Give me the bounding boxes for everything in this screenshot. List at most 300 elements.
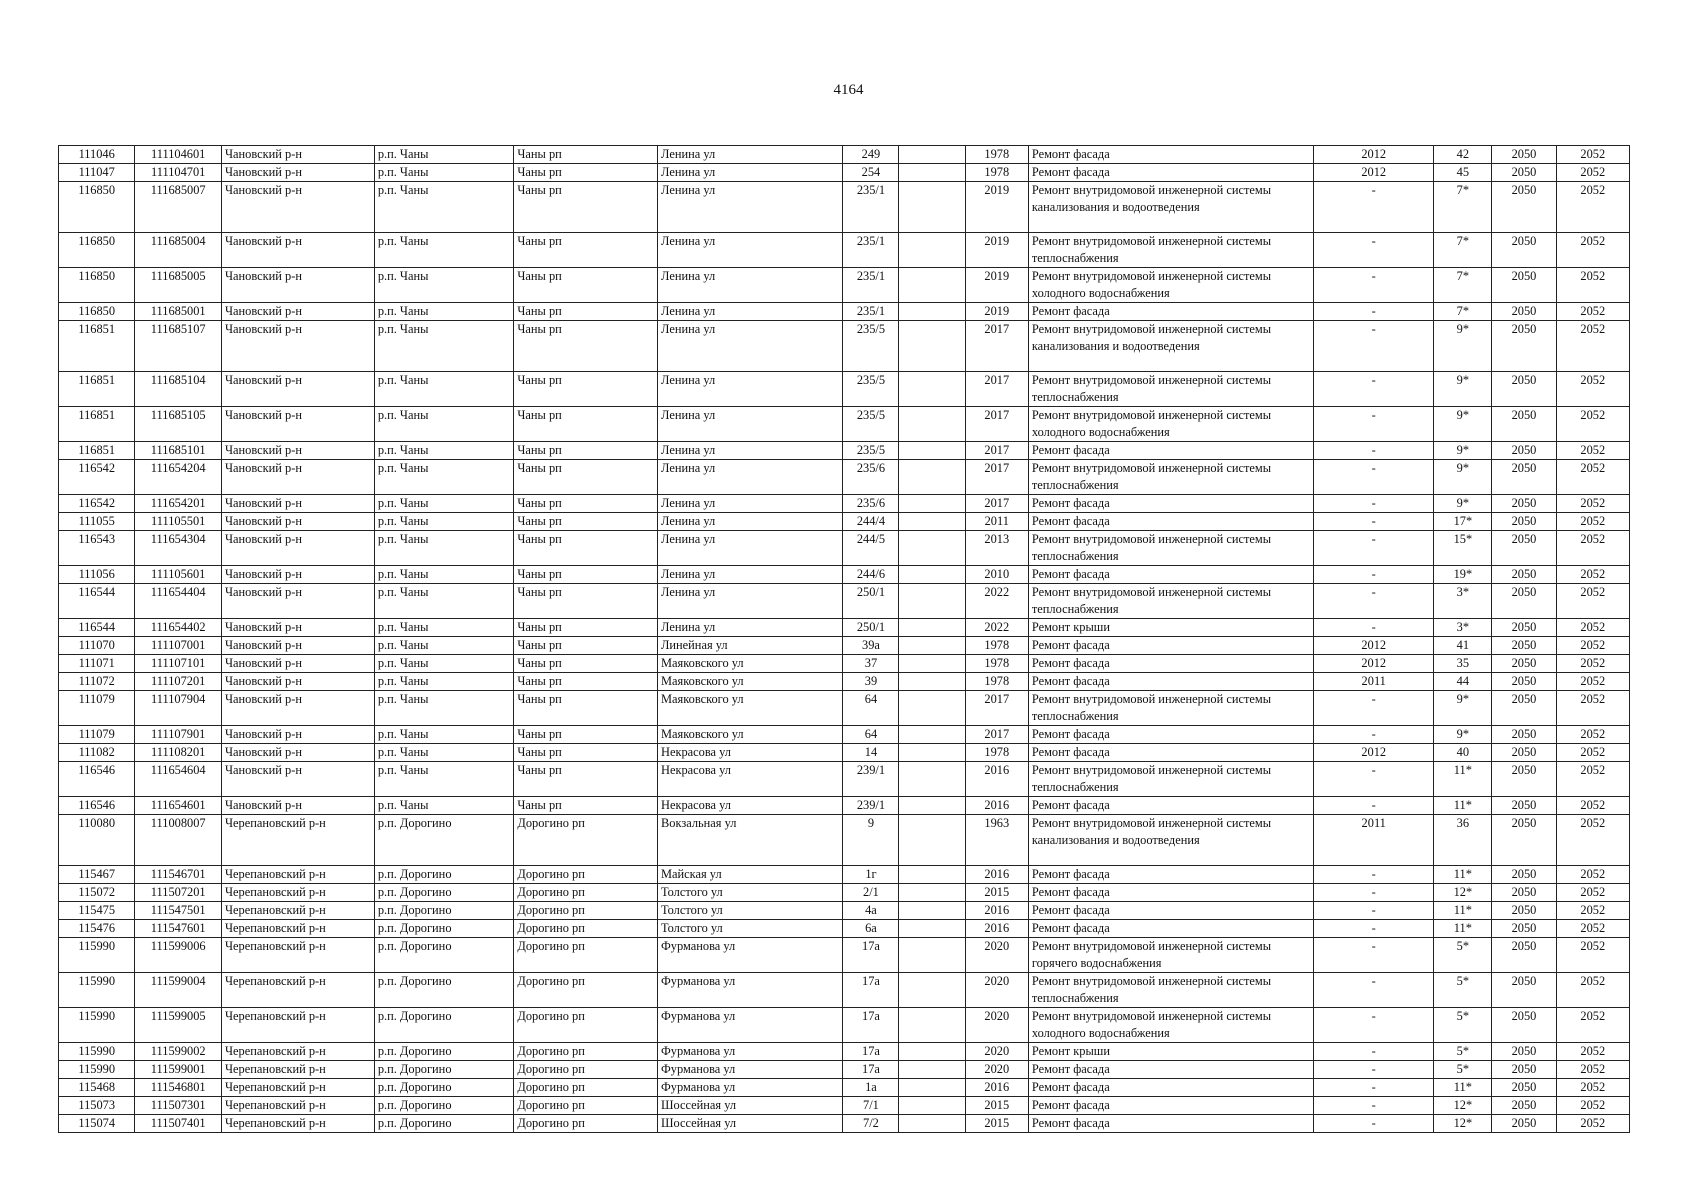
wear-cell: 5* [1434, 938, 1492, 973]
house-number-cell: 244/6 [843, 566, 899, 584]
build-year-cell: 1978 [965, 164, 1028, 182]
plan-end-year-cell: 2052 [1556, 973, 1629, 1008]
work-code-cell: 111599004 [135, 973, 222, 1008]
build-year-cell: 2017 [965, 407, 1028, 442]
plan-end-year-cell: 2052 [1556, 797, 1629, 815]
street-cell: Фурманова ул [658, 938, 843, 973]
record-id-cell: 116850 [59, 182, 135, 233]
street-cell: Некрасова ул [658, 762, 843, 797]
house-number-cell: 235/5 [843, 442, 899, 460]
street-cell: Фурманова ул [658, 1043, 843, 1061]
work-type-cell: Ремонт фасада [1028, 495, 1313, 513]
wear-cell: 9* [1434, 321, 1492, 372]
last-repair-year-cell: - [1314, 1061, 1434, 1079]
last-repair-year-cell: 2012 [1314, 146, 1434, 164]
building-cell [899, 566, 965, 584]
district-cell: Чановский р-н [222, 744, 375, 762]
district-cell: Чановский р-н [222, 146, 375, 164]
building-cell [899, 584, 965, 619]
district-cell: Чановский р-н [222, 372, 375, 407]
building-cell [899, 1115, 965, 1133]
locality-cell: Чаны рп [514, 303, 658, 321]
district-cell: Чановский р-н [222, 762, 375, 797]
locality-cell: Дорогино рп [514, 1079, 658, 1097]
house-number-cell: 235/5 [843, 372, 899, 407]
table-row [59, 637, 1630, 655]
plan-end-year-cell: 2052 [1556, 372, 1629, 407]
plan-start-year-cell: 2050 [1492, 1061, 1556, 1079]
plan-end-year-cell: 2052 [1556, 495, 1629, 513]
plan-end-year-cell: 2052 [1556, 762, 1629, 797]
wear-cell: 9* [1434, 442, 1492, 460]
locality-cell: Дорогино рп [514, 973, 658, 1008]
settlement-cell: р.п. Чаны [374, 442, 514, 460]
plan-start-year-cell: 2050 [1492, 744, 1556, 762]
plan-start-year-cell: 2050 [1492, 973, 1556, 1008]
build-year-cell: 2015 [965, 884, 1028, 902]
wear-cell: 3* [1434, 619, 1492, 637]
building-cell [899, 1043, 965, 1061]
table-row [59, 744, 1630, 762]
last-repair-year-cell: - [1314, 1097, 1434, 1115]
building-cell [899, 460, 965, 495]
locality-cell: Дорогино рп [514, 866, 658, 884]
locality-cell: Чаны рп [514, 637, 658, 655]
plan-end-year-cell: 2052 [1556, 691, 1629, 726]
settlement-cell: р.п. Чаны [374, 372, 514, 407]
locality-cell: Чаны рп [514, 407, 658, 442]
district-cell: Черепановский р-н [222, 973, 375, 1008]
work-type-cell: Ремонт внутридомовой инженерной системы теплоснабжения [1028, 372, 1313, 407]
last-repair-year-cell: - [1314, 1008, 1434, 1043]
house-number-cell: 9 [843, 815, 899, 866]
settlement-cell: р.п. Дорогино [374, 1043, 514, 1061]
district-cell: Чановский р-н [222, 460, 375, 495]
work-type-cell: Ремонт фасада [1028, 726, 1313, 744]
locality-cell: Чаны рп [514, 744, 658, 762]
work-type-cell: Ремонт фасада [1028, 566, 1313, 584]
plan-end-year-cell: 2052 [1556, 321, 1629, 372]
building-cell [899, 513, 965, 531]
district-cell: Чановский р-н [222, 619, 375, 637]
table-body [59, 146, 1630, 1133]
locality-cell: Чаны рп [514, 460, 658, 495]
house-number-cell: 17а [843, 973, 899, 1008]
work-code-cell: 111654304 [135, 531, 222, 566]
last-repair-year-cell: 2012 [1314, 744, 1434, 762]
work-code-cell: 111107101 [135, 655, 222, 673]
district-cell: Чановский р-н [222, 233, 375, 268]
plan-start-year-cell: 2050 [1492, 619, 1556, 637]
work-type-cell: Ремонт фасада [1028, 1079, 1313, 1097]
street-cell: Линейная ул [658, 637, 843, 655]
build-year-cell: 2017 [965, 372, 1028, 407]
work-type-cell: Ремонт внутридомовой инженерной системы теплоснабжения [1028, 233, 1313, 268]
capital-repair-table [58, 145, 1630, 1133]
last-repair-year-cell: - [1314, 866, 1434, 884]
last-repair-year-cell: - [1314, 584, 1434, 619]
work-code-cell: 111107901 [135, 726, 222, 744]
street-cell: Ленина ул [658, 268, 843, 303]
table-row [59, 321, 1630, 372]
wear-cell: 11* [1434, 1079, 1492, 1097]
locality-cell: Дорогино рп [514, 902, 658, 920]
street-cell: Фурманова ул [658, 973, 843, 1008]
table-row [59, 164, 1630, 182]
last-repair-year-cell: - [1314, 407, 1434, 442]
street-cell: Ленина ул [658, 372, 843, 407]
district-cell: Черепановский р-н [222, 902, 375, 920]
district-cell: Черепановский р-н [222, 884, 375, 902]
plan-end-year-cell: 2052 [1556, 407, 1629, 442]
work-type-cell: Ремонт фасада [1028, 513, 1313, 531]
work-code-cell: 111008007 [135, 815, 222, 866]
house-number-cell: 235/1 [843, 303, 899, 321]
wear-cell: 45 [1434, 164, 1492, 182]
wear-cell: 19* [1434, 566, 1492, 584]
wear-cell: 5* [1434, 1043, 1492, 1061]
work-code-cell: 111105601 [135, 566, 222, 584]
wear-cell: 15* [1434, 531, 1492, 566]
plan-end-year-cell: 2052 [1556, 655, 1629, 673]
street-cell: Ленина ул [658, 460, 843, 495]
wear-cell: 3* [1434, 584, 1492, 619]
work-code-cell: 111685005 [135, 268, 222, 303]
last-repair-year-cell: 2012 [1314, 637, 1434, 655]
work-type-cell: Ремонт фасада [1028, 884, 1313, 902]
house-number-cell: 37 [843, 655, 899, 673]
work-type-cell: Ремонт внутридомовой инженерной системы холодного водоснабжения [1028, 1008, 1313, 1043]
record-id-cell: 115990 [59, 973, 135, 1008]
plan-start-year-cell: 2050 [1492, 321, 1556, 372]
street-cell: Маяковского ул [658, 673, 843, 691]
last-repair-year-cell: - [1314, 442, 1434, 460]
district-cell: Черепановский р-н [222, 815, 375, 866]
locality-cell: Чаны рп [514, 726, 658, 744]
work-code-cell: 111685007 [135, 182, 222, 233]
house-number-cell: 64 [843, 726, 899, 744]
build-year-cell: 2022 [965, 619, 1028, 637]
last-repair-year-cell: - [1314, 797, 1434, 815]
last-repair-year-cell: - [1314, 233, 1434, 268]
last-repair-year-cell: - [1314, 884, 1434, 902]
settlement-cell: р.п. Чаны [374, 513, 514, 531]
record-id-cell: 116544 [59, 619, 135, 637]
record-id-cell: 115990 [59, 938, 135, 973]
settlement-cell: р.п. Чаны [374, 407, 514, 442]
record-id-cell: 116850 [59, 233, 135, 268]
plan-end-year-cell: 2052 [1556, 164, 1629, 182]
work-type-cell: Ремонт фасада [1028, 902, 1313, 920]
record-id-cell: 115476 [59, 920, 135, 938]
record-id-cell: 111047 [59, 164, 135, 182]
record-id-cell: 116850 [59, 268, 135, 303]
wear-cell: 35 [1434, 655, 1492, 673]
plan-start-year-cell: 2050 [1492, 884, 1556, 902]
last-repair-year-cell: - [1314, 1115, 1434, 1133]
build-year-cell: 2011 [965, 513, 1028, 531]
wear-cell: 41 [1434, 637, 1492, 655]
house-number-cell: 239/1 [843, 762, 899, 797]
settlement-cell: р.п. Чаны [374, 531, 514, 566]
work-type-cell: Ремонт фасада [1028, 655, 1313, 673]
locality-cell: Дорогино рп [514, 920, 658, 938]
table-row [59, 619, 1630, 637]
house-number-cell: 254 [843, 164, 899, 182]
settlement-cell: р.п. Дорогино [374, 1008, 514, 1043]
street-cell: Ленина ул [658, 513, 843, 531]
settlement-cell: р.п. Дорогино [374, 902, 514, 920]
last-repair-year-cell: - [1314, 495, 1434, 513]
house-number-cell: 2/1 [843, 884, 899, 902]
last-repair-year-cell: - [1314, 938, 1434, 973]
house-number-cell: 17а [843, 938, 899, 973]
plan-start-year-cell: 2050 [1492, 1079, 1556, 1097]
wear-cell: 9* [1434, 372, 1492, 407]
settlement-cell: р.п. Дорогино [374, 866, 514, 884]
building-cell [899, 866, 965, 884]
record-id-cell: 116543 [59, 531, 135, 566]
build-year-cell: 2016 [965, 1079, 1028, 1097]
plan-start-year-cell: 2050 [1492, 1097, 1556, 1115]
work-type-cell: Ремонт внутридомовой инженерной системы теплоснабжения [1028, 973, 1313, 1008]
plan-start-year-cell: 2050 [1492, 1043, 1556, 1061]
record-id-cell: 115990 [59, 1061, 135, 1079]
building-cell [899, 884, 965, 902]
wear-cell: 9* [1434, 407, 1492, 442]
building-cell [899, 673, 965, 691]
wear-cell: 40 [1434, 744, 1492, 762]
building-cell [899, 797, 965, 815]
record-id-cell: 116850 [59, 303, 135, 321]
table-row [59, 1061, 1630, 1079]
house-number-cell: 4а [843, 902, 899, 920]
settlement-cell: р.п. Дорогино [374, 920, 514, 938]
build-year-cell: 1978 [965, 146, 1028, 164]
settlement-cell: р.п. Дорогино [374, 884, 514, 902]
street-cell: Ленина ул [658, 584, 843, 619]
street-cell: Толстого ул [658, 902, 843, 920]
wear-cell: 7* [1434, 268, 1492, 303]
locality-cell: Чаны рп [514, 797, 658, 815]
house-number-cell: 39 [843, 673, 899, 691]
plan-start-year-cell: 2050 [1492, 303, 1556, 321]
work-code-cell: 111599005 [135, 1008, 222, 1043]
district-cell: Чановский р-н [222, 566, 375, 584]
record-id-cell: 115072 [59, 884, 135, 902]
plan-start-year-cell: 2050 [1492, 691, 1556, 726]
table-row [59, 920, 1630, 938]
record-id-cell: 115990 [59, 1043, 135, 1061]
record-id-cell: 116546 [59, 762, 135, 797]
building-cell [899, 442, 965, 460]
district-cell: Чановский р-н [222, 407, 375, 442]
building-cell [899, 1061, 965, 1079]
locality-cell: Дорогино рп [514, 1043, 658, 1061]
table-row [59, 797, 1630, 815]
settlement-cell: р.п. Чаны [374, 303, 514, 321]
table-row [59, 1008, 1630, 1043]
table-row [59, 655, 1630, 673]
table-row [59, 1079, 1630, 1097]
settlement-cell: р.п. Чаны [374, 268, 514, 303]
wear-cell: 11* [1434, 762, 1492, 797]
work-type-cell: Ремонт фасада [1028, 637, 1313, 655]
street-cell: Ленина ул [658, 566, 843, 584]
street-cell: Шоссейная ул [658, 1115, 843, 1133]
settlement-cell: р.п. Чаны [374, 637, 514, 655]
building-cell [899, 938, 965, 973]
wear-cell: 9* [1434, 460, 1492, 495]
work-code-cell: 111599006 [135, 938, 222, 973]
work-code-cell: 111507201 [135, 884, 222, 902]
building-cell [899, 146, 965, 164]
wear-cell: 42 [1434, 146, 1492, 164]
work-type-cell: Ремонт фасада [1028, 673, 1313, 691]
wear-cell: 9* [1434, 726, 1492, 744]
record-id-cell: 116542 [59, 495, 135, 513]
plan-start-year-cell: 2050 [1492, 495, 1556, 513]
wear-cell: 11* [1434, 866, 1492, 884]
record-id-cell: 111079 [59, 726, 135, 744]
locality-cell: Дорогино рп [514, 884, 658, 902]
wear-cell: 36 [1434, 815, 1492, 866]
district-cell: Чановский р-н [222, 268, 375, 303]
work-code-cell: 111685104 [135, 372, 222, 407]
table-row [59, 884, 1630, 902]
last-repair-year-cell: - [1314, 902, 1434, 920]
record-id-cell: 110080 [59, 815, 135, 866]
record-id-cell: 115990 [59, 1008, 135, 1043]
street-cell: Вокзальная ул [658, 815, 843, 866]
plan-end-year-cell: 2052 [1556, 460, 1629, 495]
work-type-cell: Ремонт фасада [1028, 442, 1313, 460]
district-cell: Чановский р-н [222, 797, 375, 815]
work-code-cell: 111654204 [135, 460, 222, 495]
house-number-cell: 250/1 [843, 619, 899, 637]
building-cell [899, 1097, 965, 1115]
work-code-cell: 111105501 [135, 513, 222, 531]
plan-start-year-cell: 2050 [1492, 1115, 1556, 1133]
build-year-cell: 2019 [965, 303, 1028, 321]
district-cell: Чановский р-н [222, 182, 375, 233]
plan-end-year-cell: 2052 [1556, 566, 1629, 584]
work-type-cell: Ремонт внутридомовой инженерной системы теплоснабжения [1028, 460, 1313, 495]
plan-end-year-cell: 2052 [1556, 182, 1629, 233]
district-cell: Чановский р-н [222, 584, 375, 619]
district-cell: Черепановский р-н [222, 1079, 375, 1097]
settlement-cell: р.п. Дорогино [374, 1115, 514, 1133]
plan-start-year-cell: 2050 [1492, 372, 1556, 407]
locality-cell: Чаны рп [514, 233, 658, 268]
work-code-cell: 111107201 [135, 673, 222, 691]
table-row [59, 762, 1630, 797]
house-number-cell: 235/6 [843, 460, 899, 495]
plan-start-year-cell: 2050 [1492, 460, 1556, 495]
work-type-cell: Ремонт фасада [1028, 744, 1313, 762]
wear-cell: 5* [1434, 1008, 1492, 1043]
street-cell: Ленина ул [658, 321, 843, 372]
table-row [59, 1115, 1630, 1133]
table-row [59, 460, 1630, 495]
wear-cell: 5* [1434, 1061, 1492, 1079]
plan-end-year-cell: 2052 [1556, 815, 1629, 866]
last-repair-year-cell: - [1314, 566, 1434, 584]
plan-end-year-cell: 2052 [1556, 303, 1629, 321]
table-row [59, 973, 1630, 1008]
wear-cell: 7* [1434, 303, 1492, 321]
settlement-cell: р.п. Чаны [374, 673, 514, 691]
house-number-cell: 17а [843, 1043, 899, 1061]
house-number-cell: 39а [843, 637, 899, 655]
wear-cell: 17* [1434, 513, 1492, 531]
building-cell [899, 619, 965, 637]
settlement-cell: р.п. Дорогино [374, 1097, 514, 1115]
table-row [59, 584, 1630, 619]
work-code-cell: 111107904 [135, 691, 222, 726]
plan-end-year-cell: 2052 [1556, 1061, 1629, 1079]
plan-start-year-cell: 2050 [1492, 164, 1556, 182]
street-cell: Маяковского ул [658, 726, 843, 744]
settlement-cell: р.п. Чаны [374, 619, 514, 637]
plan-start-year-cell: 2050 [1492, 637, 1556, 655]
work-type-cell: Ремонт фасада [1028, 1115, 1313, 1133]
build-year-cell: 2016 [965, 762, 1028, 797]
work-type-cell: Ремонт внутридомовой инженерной системы теплоснабжения [1028, 762, 1313, 797]
wear-cell: 12* [1434, 1115, 1492, 1133]
table-row [59, 726, 1630, 744]
house-number-cell: 244/4 [843, 513, 899, 531]
record-id-cell: 111082 [59, 744, 135, 762]
building-cell [899, 973, 965, 1008]
build-year-cell: 1978 [965, 655, 1028, 673]
house-number-cell: 235/1 [843, 233, 899, 268]
district-cell: Чановский р-н [222, 637, 375, 655]
last-repair-year-cell: - [1314, 182, 1434, 233]
build-year-cell: 2019 [965, 268, 1028, 303]
locality-cell: Чаны рп [514, 372, 658, 407]
plan-start-year-cell: 2050 [1492, 726, 1556, 744]
locality-cell: Чаны рп [514, 762, 658, 797]
settlement-cell: р.п. Чаны [374, 762, 514, 797]
street-cell: Ленина ул [658, 182, 843, 233]
build-year-cell: 2015 [965, 1115, 1028, 1133]
wear-cell: 11* [1434, 902, 1492, 920]
work-code-cell: 111104701 [135, 164, 222, 182]
house-number-cell: 14 [843, 744, 899, 762]
plan-start-year-cell: 2050 [1492, 673, 1556, 691]
house-number-cell: 244/5 [843, 531, 899, 566]
table-row [59, 513, 1630, 531]
work-code-cell: 111654402 [135, 619, 222, 637]
settlement-cell: р.п. Чаны [374, 655, 514, 673]
build-year-cell: 2017 [965, 495, 1028, 513]
plan-start-year-cell: 2050 [1492, 442, 1556, 460]
work-code-cell: 111599001 [135, 1061, 222, 1079]
building-cell [899, 321, 965, 372]
house-number-cell: 17а [843, 1008, 899, 1043]
record-id-cell: 116851 [59, 372, 135, 407]
locality-cell: Дорогино рп [514, 1008, 658, 1043]
settlement-cell: р.п. Чаны [374, 726, 514, 744]
work-code-cell: 111507301 [135, 1097, 222, 1115]
table-row [59, 495, 1630, 513]
build-year-cell: 2020 [965, 973, 1028, 1008]
plan-start-year-cell: 2050 [1492, 655, 1556, 673]
building-cell [899, 1008, 965, 1043]
build-year-cell: 1963 [965, 815, 1028, 866]
building-cell [899, 655, 965, 673]
